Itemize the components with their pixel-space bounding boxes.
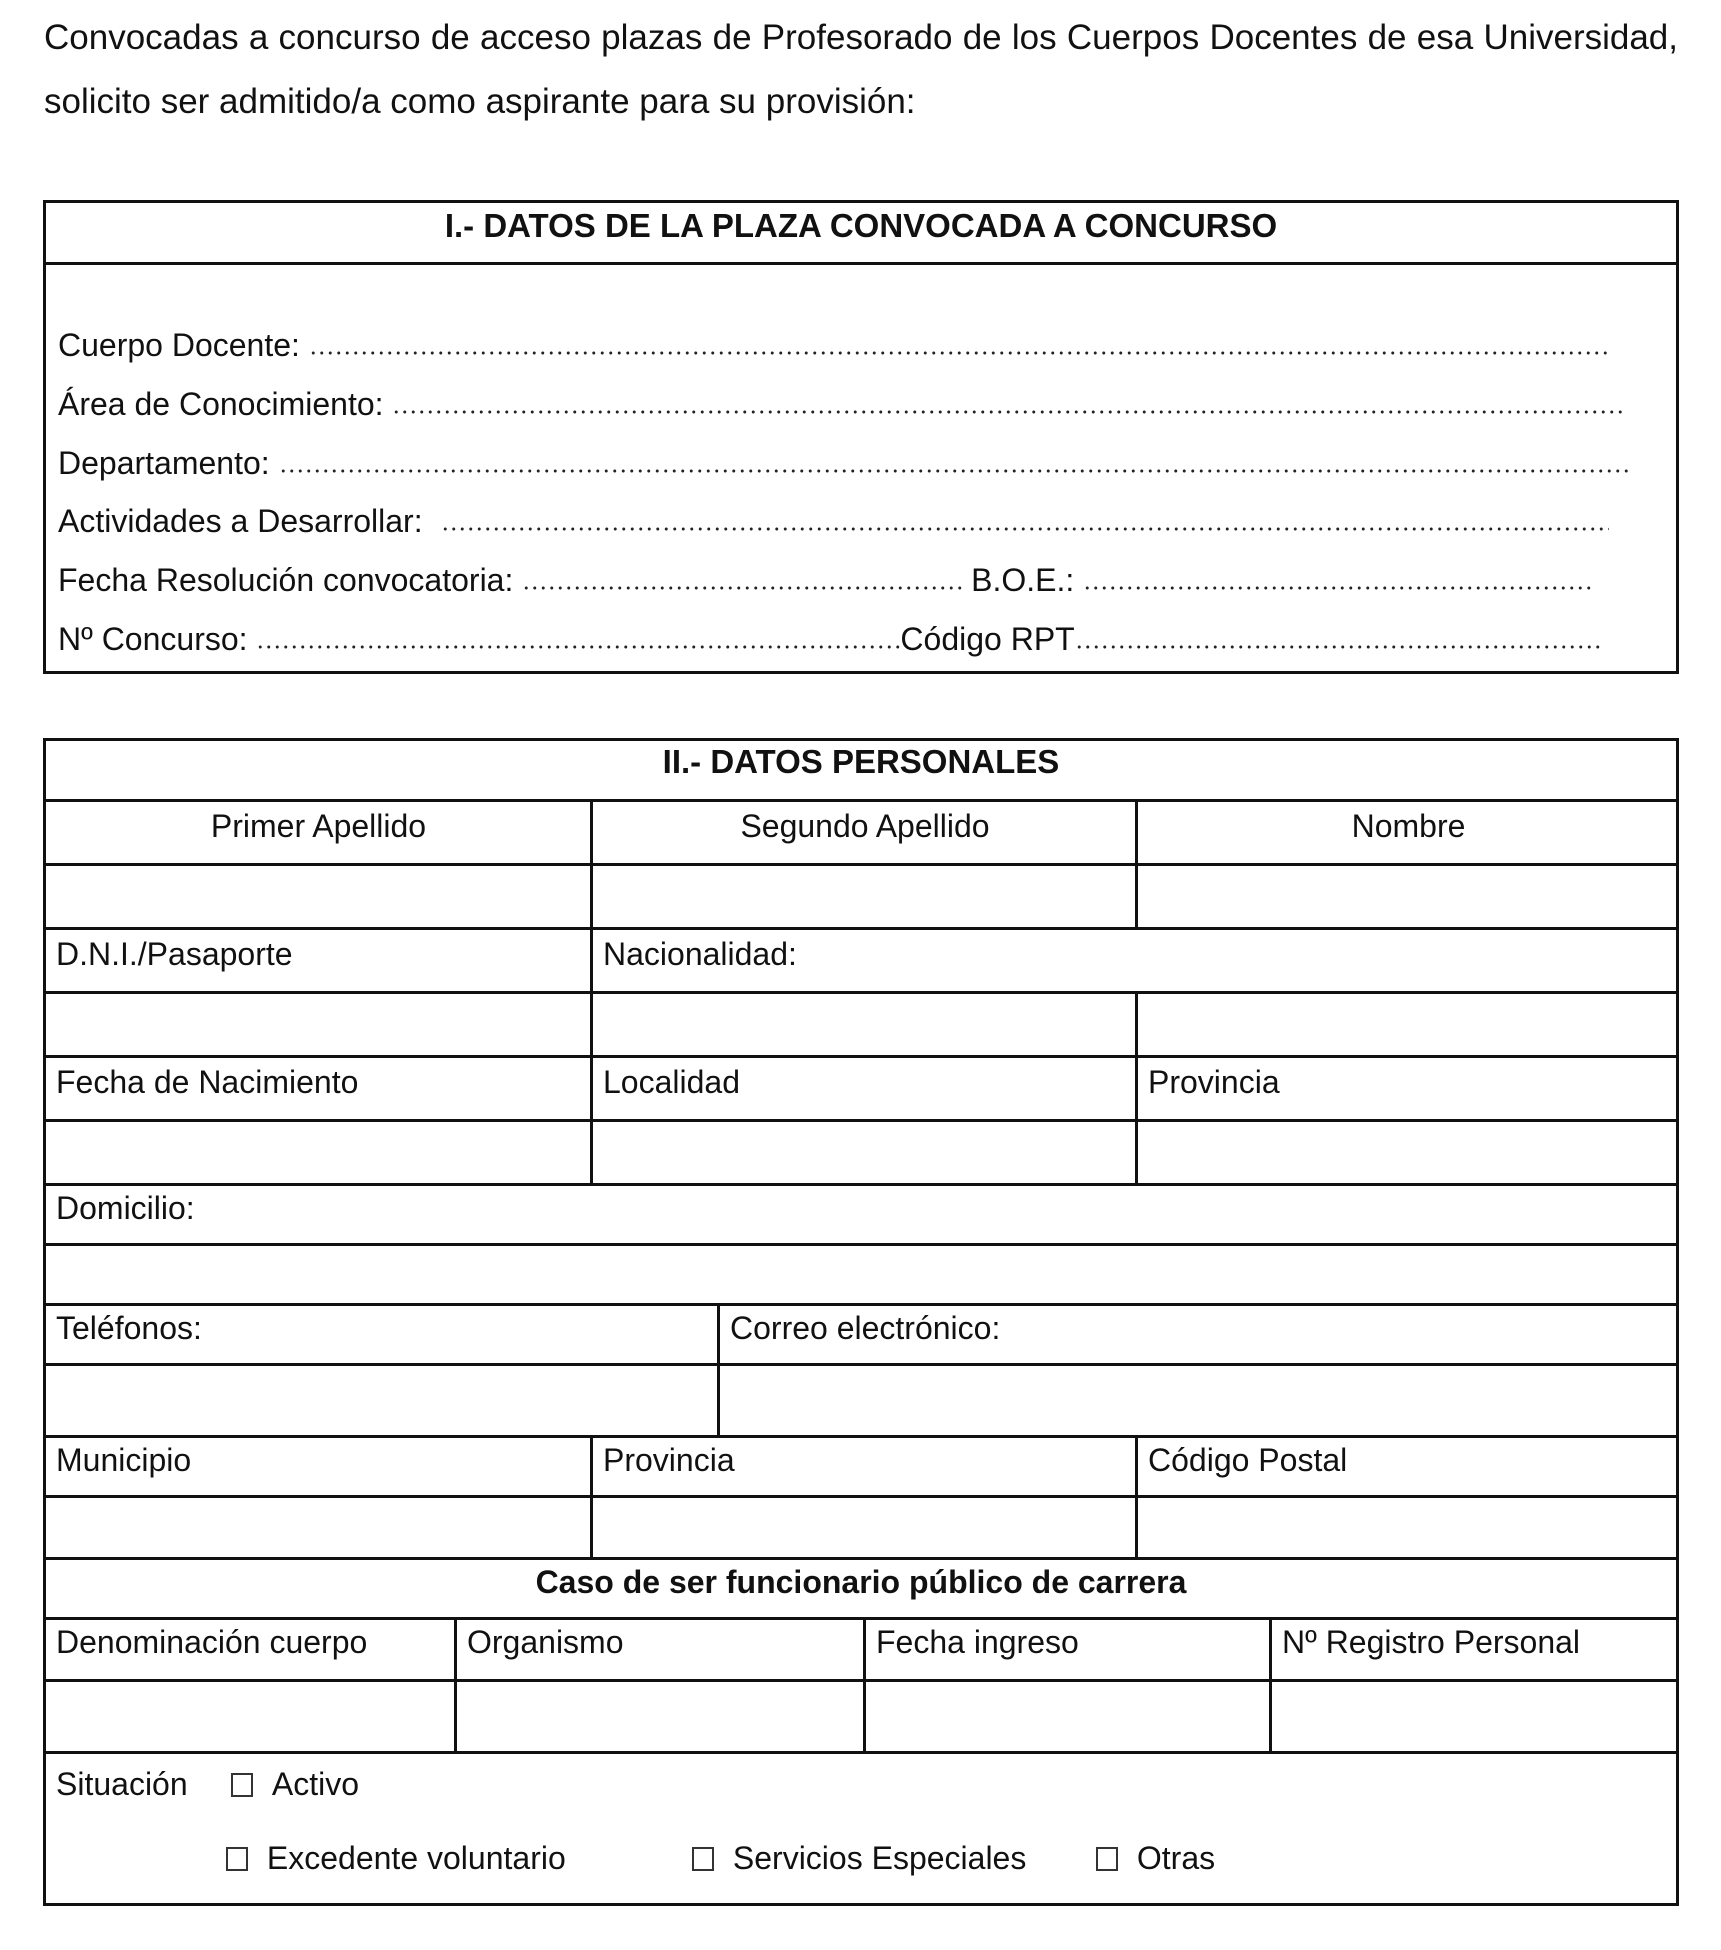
organismo-input[interactable] — [457, 1682, 863, 1751]
servicios-especiales-checkbox[interactable] — [692, 1847, 714, 1871]
segundo-apellido-input[interactable] — [593, 866, 1135, 927]
dni-input-row — [46, 991, 1676, 1055]
provincia-input[interactable] — [593, 1498, 1135, 1557]
area-conocimiento-label: Área de Conocimiento: — [58, 386, 384, 422]
dni-header-row — [46, 927, 1676, 991]
organismo-label: Organismo — [467, 1624, 624, 1660]
otras-checkbox[interactable] — [1096, 1847, 1118, 1871]
nacimiento-input-row — [46, 1119, 1676, 1183]
funcionario-title: Caso de ser funcionario público de carrera — [535, 1564, 1187, 1600]
num-concurso-field[interactable] — [58, 619, 1603, 659]
activo-label: Activo — [271, 1766, 360, 1802]
contacto-input-row — [46, 1363, 1676, 1435]
cuerpo-docente-label: Cuerpo Docente: — [58, 327, 300, 363]
excedente-checkbox[interactable] — [226, 1847, 248, 1871]
funcionario-header-row — [46, 1617, 1676, 1679]
otras-label: Otras — [1136, 1840, 1216, 1876]
fecha-nacimiento-input[interactable] — [46, 1122, 590, 1183]
registro-personal-input[interactable] — [1272, 1682, 1679, 1751]
dni-input[interactable] — [46, 994, 590, 1055]
municipio-label: Municipio — [56, 1442, 192, 1478]
section-personal-title: II.- DATOS PERSONALES — [662, 743, 1060, 780]
departamento-dots — [279, 468, 1629, 474]
actividades-dots — [441, 526, 1609, 532]
denominacion-cuerpo-input[interactable] — [46, 1682, 454, 1751]
excedente-option[interactable] — [226, 1838, 566, 1878]
activo-option[interactable] — [231, 1764, 359, 1804]
domicilio-header-row — [46, 1183, 1676, 1243]
departamento-field[interactable] — [58, 443, 1629, 483]
correo-label: Correo electrónico: — [730, 1310, 1001, 1346]
servicios-especiales-option[interactable] — [692, 1838, 1026, 1878]
codigo-rpt-label: Código RPT — [900, 621, 1075, 657]
domicilio-label: Domicilio: — [56, 1190, 195, 1226]
provincia-nacimiento-input[interactable] — [1138, 1122, 1679, 1183]
intro-paragraph: Convocadas a concurso de acceso plazas de Profesorado de los Cuerpos Docentes de esa Universidad, solicito ser admitido/a como aspirante para su provisión: — [44, 18, 1678, 121]
section-personal — [43, 738, 1679, 1906]
otras-option[interactable] — [1096, 1838, 1215, 1878]
fecha-resolucion-field[interactable] — [58, 560, 1595, 600]
boe-label: B.O.E.: — [971, 562, 1075, 598]
actividades-field[interactable] — [58, 501, 1609, 541]
codigo-postal-label: Código Postal — [1148, 1442, 1348, 1478]
nacionalidad-extra-input[interactable] — [1138, 994, 1679, 1055]
primer-apellido-header: Primer Apellido — [210, 808, 427, 844]
actividades-label: Actividades a Desarrollar: — [58, 503, 423, 539]
boe-dots — [1083, 585, 1595, 591]
name-header-row — [46, 799, 1676, 863]
fecha-ingreso-label: Fecha ingreso — [876, 1624, 1079, 1660]
localidad-label: Localidad — [603, 1064, 740, 1100]
localidad-input[interactable] — [593, 1122, 1135, 1183]
excedente-label: Excedente voluntario — [266, 1840, 566, 1876]
fecha-resolucion-dots — [522, 585, 962, 591]
telefonos-label: Teléfonos: — [56, 1310, 202, 1346]
codigo-postal-input[interactable] — [1138, 1498, 1679, 1557]
servicios-especiales-label: Servicios Especiales — [732, 1840, 1027, 1876]
nacionalidad-input[interactable] — [593, 994, 1135, 1055]
name-input-row — [46, 863, 1676, 927]
fecha-nacimiento-label: Fecha de Nacimiento — [56, 1064, 359, 1100]
fecha-ingreso-input[interactable] — [866, 1682, 1269, 1751]
area-conocimiento-dots — [392, 409, 1624, 415]
activo-checkbox[interactable] — [231, 1773, 253, 1797]
nacimiento-header-row — [46, 1055, 1676, 1119]
situacion-row — [46, 1751, 1676, 1906]
codigo-rpt-dots — [1075, 644, 1603, 650]
provincia-nacimiento-label: Provincia — [1148, 1064, 1280, 1100]
nombre-input[interactable] — [1138, 866, 1679, 927]
provincia-label: Provincia — [603, 1442, 735, 1478]
registro-personal-label: Nº Registro Personal — [1282, 1624, 1581, 1660]
municipio-header-row — [46, 1435, 1676, 1495]
funcionario-title-row — [46, 1557, 1676, 1617]
telefonos-input[interactable] — [46, 1366, 717, 1435]
situacion-label: Situación — [56, 1766, 188, 1802]
nombre-header: Nombre — [1351, 808, 1466, 844]
cuerpo-docente-field[interactable] — [58, 325, 1611, 365]
departamento-label: Departamento: — [58, 445, 270, 481]
dni-label: D.N.I./Pasaporte — [56, 936, 293, 972]
segundo-apellido-header: Segundo Apellido — [740, 808, 990, 844]
domicilio-input[interactable] — [46, 1246, 1679, 1303]
municipio-input-row — [46, 1495, 1676, 1557]
funcionario-input-row — [46, 1679, 1676, 1751]
num-concurso-label: Nº Concurso: — [58, 621, 248, 657]
section-plaza-title: I.- DATOS DE LA PLAZA CONVOCADA A CONCURSO — [46, 203, 1676, 265]
num-concurso-dots — [256, 644, 900, 650]
cuerpo-docente-dots — [309, 350, 1611, 356]
denominacion-cuerpo-label: Denominación cuerpo — [56, 1624, 368, 1660]
nacionalidad-label: Nacionalidad: — [603, 936, 797, 972]
correo-input[interactable] — [720, 1366, 1679, 1435]
municipio-input[interactable] — [46, 1498, 590, 1557]
primer-apellido-input[interactable] — [46, 866, 590, 927]
fecha-resolucion-label: Fecha Resolución convocatoria: — [58, 562, 514, 598]
area-conocimiento-field[interactable] — [58, 384, 1624, 424]
section-plaza — [43, 200, 1679, 674]
contacto-header-row — [46, 1303, 1676, 1363]
domicilio-input-row — [46, 1243, 1676, 1303]
